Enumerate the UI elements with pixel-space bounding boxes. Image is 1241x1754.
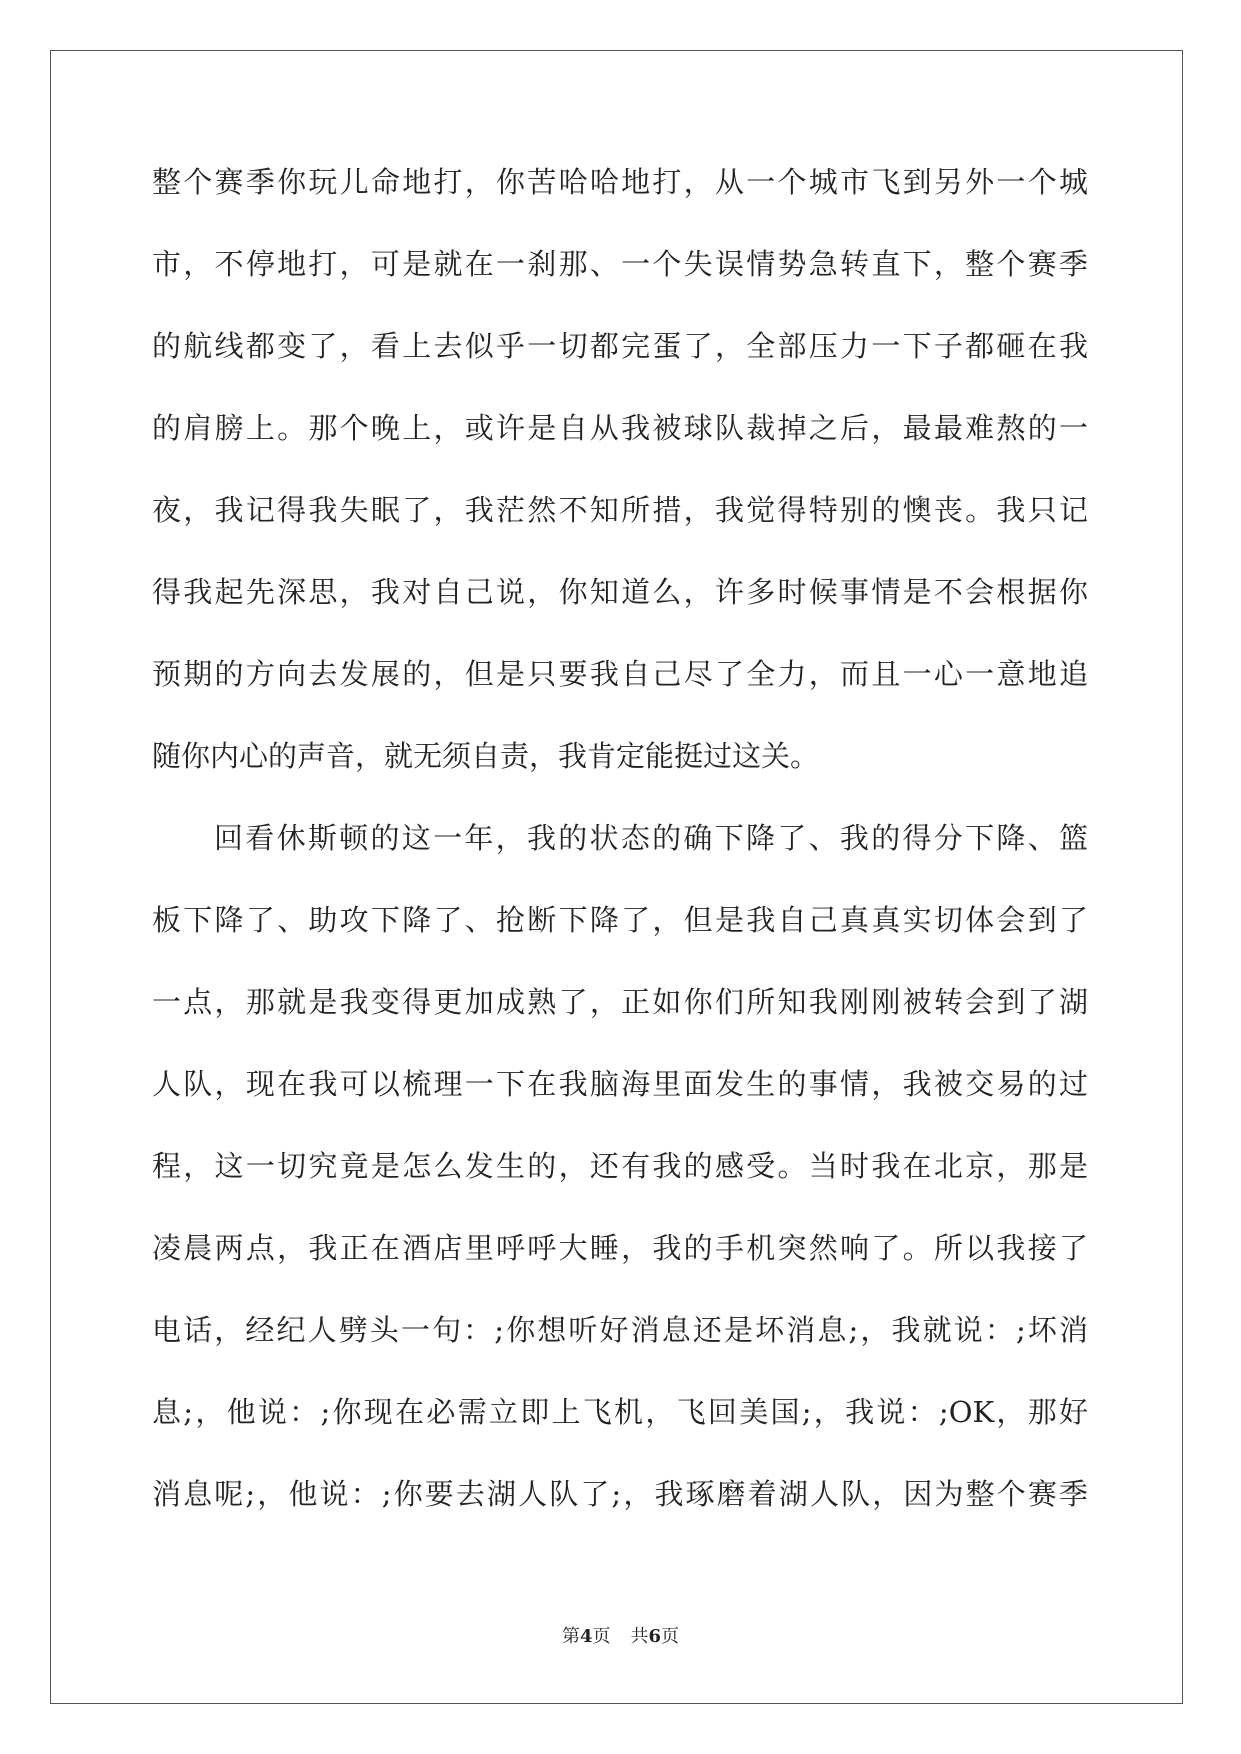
paragraph-2 xyxy=(152,816,1088,1554)
total-pages-suffix: 页 xyxy=(661,1626,680,1647)
text-line: 整个赛季你玩儿命地打，你苦哈哈地打，从一个城市飞到另外一个城 xyxy=(152,165,1088,199)
text-line: 凌晨两点，我正在酒店里呼呼大睡，我的手机突然响了。所以我接了 xyxy=(152,1231,1088,1265)
text-line: 的航线都变了，看上去似乎一切都完蛋了，全部压力一下子都砸在我 xyxy=(152,329,1088,363)
text-line: 消息呢;，他说：;你要去湖人队了;，我琢磨着湖人队，因为整个赛季 xyxy=(152,1477,1088,1511)
paragraph-1 xyxy=(152,160,1088,816)
text-line: 板下降了、助攻下降了、抢断下降了，但是我自己真真实切体会到了 xyxy=(152,903,1088,937)
current-page-number: 4 xyxy=(579,1626,593,1647)
text-line: 市，不停地打，可是就在一刹那、一个失误情势急转直下，整个赛季 xyxy=(152,247,1088,281)
page-number-suffix: 页 xyxy=(592,1626,611,1647)
text-line: 息;，他说：;你现在必需立即上飞机，飞回美国;，我说：;OK，那好 xyxy=(152,1395,1088,1429)
document-body xyxy=(152,160,1088,1554)
page-footer xyxy=(0,1625,1241,1649)
text-line: 随你内心的声音，就无须自责，我肯定能挺过这关。 xyxy=(152,739,820,773)
text-line: 电话，经纪人劈头一句：;你想听好消息还是坏消息;，我就说：;坏消 xyxy=(152,1313,1088,1347)
text-line: 的肩膀上。那个晚上，或许是自从我被球队裁掉之后，最最难熬的一 xyxy=(152,411,1088,445)
text-line: 预期的方向去发展的，但是只要我自己尽了全力，而且一心一意地追 xyxy=(152,657,1088,691)
text-line: 一点，那就是我变得更加成熟了，正如你们所知我刚刚被转会到了湖 xyxy=(152,985,1088,1019)
text-line: 人队，现在我可以梳理一下在我脑海里面发生的事情，我被交易的过 xyxy=(152,1067,1088,1101)
total-pages-prefix: 共 xyxy=(630,1626,649,1647)
text-line: 程，这一切究竟是怎么发生的，还有我的感受。当时我在北京，那是 xyxy=(152,1149,1088,1183)
page-number-prefix: 第 xyxy=(561,1626,580,1647)
text-line: 夜，我记得我失眠了，我茫然不知所措，我觉得特别的懊丧。我只记 xyxy=(152,493,1088,527)
total-pages-number: 6 xyxy=(648,1626,662,1647)
text-line: 得我起先深思，我对自己说，你知道么，许多时候事情是不会根据你 xyxy=(152,575,1088,609)
text-line: 回看休斯顿的这一年，我的状态的确下降了、我的得分下降、篮 xyxy=(214,821,1088,855)
